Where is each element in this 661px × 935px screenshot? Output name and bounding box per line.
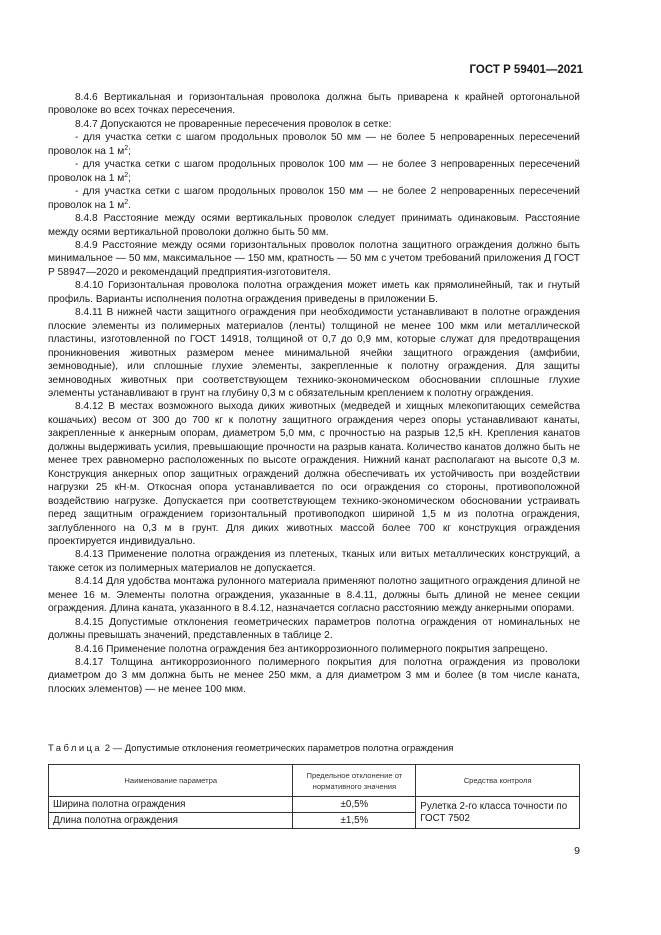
paragraph-8-4-16: 8.4.16 Применение полотна ограждения без антикоррозионного полимерного покрытия запрещено.	[75, 643, 548, 655]
paragraph-8-4-14: 8.4.14 Для удобства монтажа рулонного материала применяют полотно защитного ограждения длиной не менее 16 м. Элементы полотна ограждения, указанные в 8.4.11, должны быть длиной не менее секции ограждения. Длина каната, указанного в 8.4.12, назначается согласно расстоянию между анкерными опорами.	[48, 576, 580, 615]
tolerance-width: ±0,5%	[293, 797, 416, 813]
tolerance-table	[48, 764, 580, 829]
paragraph-8-4-10: 8.4.10 Горизонтальная проволока полотна ограждения может иметь как прямолинейный, так и гнутый профиль. Варианты исполнения полотна ограждения приведены в приложении Б.	[48, 280, 580, 305]
param-width: Ширина полотна ограждения	[49, 797, 293, 813]
table-row	[49, 797, 580, 813]
standard-designation: ГОСТ Р 59401—2021	[469, 64, 583, 76]
document-body	[48, 91, 580, 696]
table-header-row	[49, 765, 580, 797]
paragraph-8-4-6: 8.4.6 Вертикальная и горизонтальная проволока должна быть приварена к крайней ортогональной проволоке во всех точках пересечения.	[48, 92, 580, 117]
paragraph-8-4-17: 8.4.17 Толщина антикоррозионного полимерного покрытия для полотна ограждения из проволоки диаметром до 3 мм должна быть не менее 250 мкм, а для диаметром 3 мм и более (в том числе каната, плоских элементов) — не менее 100 мкм.	[48, 657, 580, 695]
paragraph-8-4-15: 8.4.15 Допустимые отклонения геометрических параметров полотна ограждения от номинальных не должны превышать значений, представленных в таблице 2.	[48, 616, 580, 642]
table-caption	[48, 743, 453, 754]
control-means-cell: Рулетка 2-го класса точности по ГОСТ 7502	[416, 797, 580, 829]
tolerance-length: ±1,5%	[293, 813, 416, 829]
param-length: Длина полотна ограждения	[49, 813, 293, 829]
page-number: 9	[574, 845, 580, 857]
list-item-mesh-100: - для участка сетки с шагом продольных проволок 100 мм — не более 3 непроваренных пересечений проволок на 1 $м^2$;	[48, 159, 580, 184]
header-parameter-name: Наименование параметра	[49, 765, 293, 797]
paragraph-8-4-8: 8.4.8 Расстояние между осями вертикальных проволок следует принимать одинаковым. Расстояние между осями вертикальной проволоки должно быть 50 мм.	[48, 213, 580, 238]
table-caption-label: Таблица	[48, 743, 103, 754]
paragraph-8-4-7: 8.4.7 Допускаются не проваренные пересечения проволок в сетке:	[75, 118, 392, 130]
list-item-mesh-50: - для участка сетки с шагом продольных проволок 50 мм — не более 5 непроваренных пересечений проволок на 1 $м^2$;	[48, 132, 580, 157]
header-tolerance: Предельное отклонение от нормативного значения	[293, 765, 416, 797]
paragraph-8-4-13: 8.4.13 Применение полотна ограждения из плетеных, тканых или витых металлических конструкций, а также сеток из полимерных материалов не допускается.	[48, 549, 580, 574]
paragraph-8-4-12: 8.4.12 В местах возможного выхода диких животных (медведей и хищных млекопитающих семейства кошачьих) весом от 300 до 700 кг к полотну защитного ограждения через опоры устанавливают канаты, закрепленные к анкерным опорам, диаметром 5,0 мм, с прочностью на разрыв 12,5 кН. Крепления канатов должны выдерживать усилия, превышающие прочности на разрыв каната. Количество канатов должно быть не менее трех равномерно расположенных по высоте ограждения. Нижний канат располагают на высоте 0,3 м. Конструкция анкерных опор защитных ограждений должна обеспечивать их устойчивость при воздействии нагрузки 25 кН·м. Откосная опора устанавливается по оси ограждения со стороны, противоположной воздействию нагрузке. Допускается при соответствующем технико-экономическом обосновании устраивать перед защитным ограждением горизонтальный противоподкоп шириной 1,5 м из полотна ограждения, заглубленного на 0,3 м в грунт. Для диких животных массой более 700 кг конструкция ограждения проектируется индивидуально.	[48, 401, 580, 547]
table-caption-text: 2 — Допустимые отклонения геометрических параметров полотна ограждения	[104, 743, 454, 754]
paragraph-8-4-9: 8.4.9 Расстояние между осями горизонтальных проволок полотна защитного ограждения должно быть минимальное — 50 мм, максимальное — 150 мм, кратность — 50 мм с учетом требований приложения Д ГОСТ Р 58947—2020 и рекомендаций предприятия-изготовителя.	[48, 239, 580, 278]
header-control-means: Средства контроля	[416, 765, 580, 797]
list-item-mesh-150: - для участка сетки с шагом продольных проволок 150 мм — не более 2 непроваренных пересечений проволок на 1 $м^2$.	[48, 186, 580, 211]
paragraph-8-4-11: 8.4.11 В нижней части защитного ограждения при необходимости устанавливают в полотне ограждения плоские элементы из полимерных материалов (ленты) толщиной не менее 100 мкм или металлической пластины, изготовленной по ГОСТ 14918, толщиной от 0,7 до 0,9 мм, которые служат для предотвращения проникновения животных размером менее минимальной ячейки защитного ограждения (амфибии, земноводные), или сплошные глухие элементы, закрепленные к полотну ограждения. Для защиты земноводных животных при соответствующем технико-экономическом обосновании сплошные глухие элементы устанавливают в грунт на глубину 0,3 м с обязательным креплением к полотну ограждения.	[48, 307, 580, 399]
